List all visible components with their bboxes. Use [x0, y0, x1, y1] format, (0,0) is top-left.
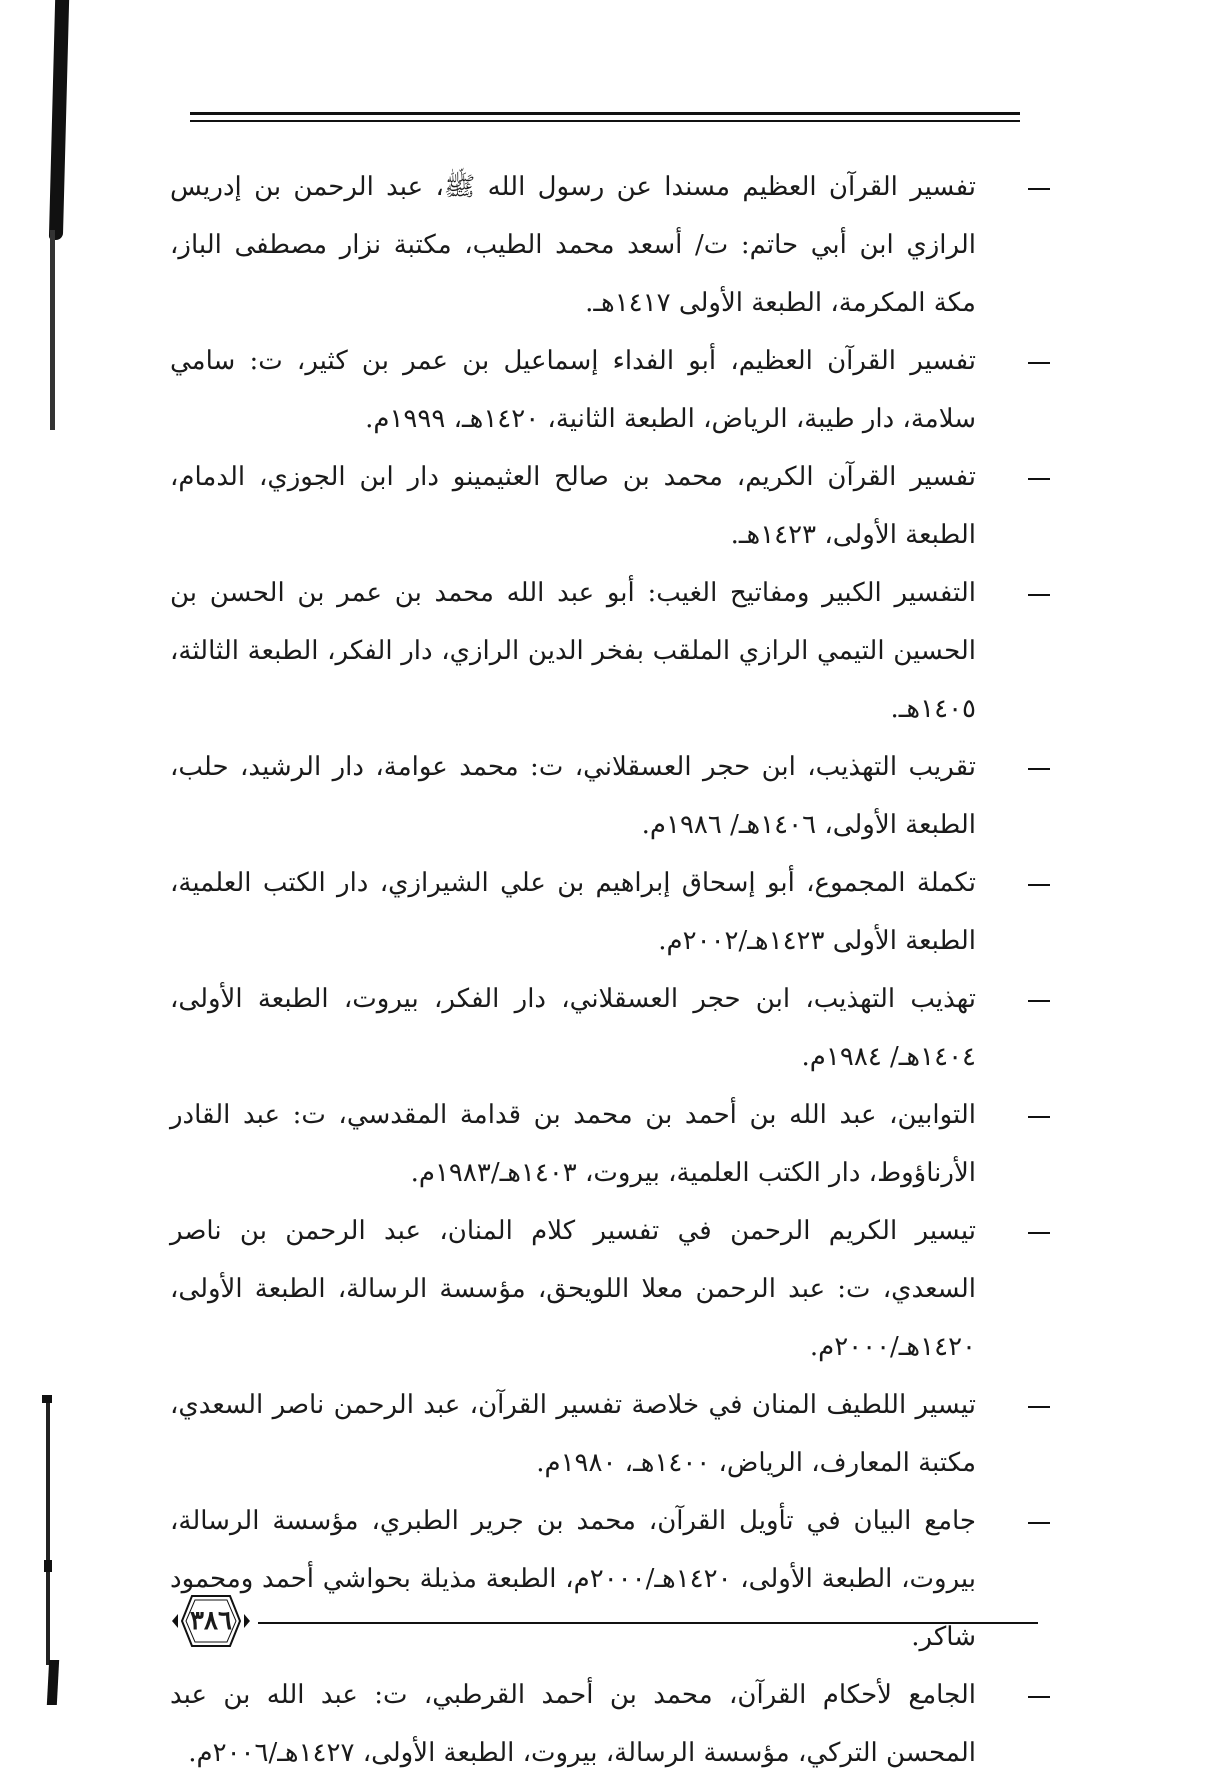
bibliography-entry: التفسير الكبير ومفاتيح الغيب: أبو عبد الله محمد بن عمر بن الحسن بن الحسين التيمي الرازي الملقب بفخر الدين الرازي، دار الفكر، الطبعة الثالثة، ١٤٠٥هـ. — [170, 578, 976, 724]
header-double-rule — [190, 112, 1020, 122]
bibliography-entry: تفسير القرآن العظيم، أبو الفداء إسماعيل بن عمر بن كثير، ت: سامي سلامة، دار طيبة، الرياض، الطبعة الثانية، ١٤٢٠هـ، ١٩٩٩م. — [170, 346, 976, 434]
scan-artifact — [42, 1395, 52, 1403]
bibliography-entry: تفسير القرآن الكريم، محمد بن صالح العثيمينو دار ابن الجوزي، الدمام، الطبعة الأولى، ١٤٢٣هـ. — [170, 462, 976, 550]
scan-artifact — [49, 0, 69, 240]
bibliography-entry: تهذيب التهذيب، ابن حجر العسقلاني، دار الفكر، بيروت، الطبعة الأولى، ١٤٠٤هـ/ ١٩٨٤م. — [170, 984, 976, 1072]
bibliography-entry: تقريب التهذيب، ابن حجر العسقلاني، ت: محمد عوامة، دار الرشيد، حلب، الطبعة الأولى، ١٤٠٦هـ/ ١٩٨٦م. — [170, 752, 976, 840]
page-number-badge — [168, 1588, 254, 1654]
bibliography-entry: جامع البيان في تأويل القرآن، محمد بن جرير الطبري، مؤسسة الرسالة، بيروت، الطبعة الأولى، ١٤٢٠هـ/٢٠٠٠م، الطبعة مذيلة بحواشي أحمد ومحمود شاكر. — [170, 1506, 976, 1652]
page-number: ٣٨٦ — [190, 1606, 232, 1636]
bibliography-entry: التوابين، عبد الله بن أحمد بن محمد بن قدامة المقدسي، ت: عبد القادر الأرناؤوط، دار الكتب العلمية، بيروت، ١٤٠٣هـ/١٩٨٣م. — [170, 1100, 976, 1188]
bibliography-entry: تكملة المجموع، أبو إسحاق إبراهيم بن علي الشيرازي، دار الكتب العلمية، الطبعة الأولى ١٤٢٣هـ/٢٠٠٢م. — [170, 868, 976, 956]
scan-artifact — [47, 1660, 59, 1705]
bibliography-list — [170, 158, 1050, 1782]
scan-artifact — [44, 1560, 52, 1572]
scan-artifact — [50, 230, 55, 430]
footer-rule — [258, 1622, 1038, 1624]
bibliography-entry: تيسير اللطيف المنان في خلاصة تفسير القرآن، عبد الرحمن ناصر السعدي، مكتبة المعارف، الرياض، ١٤٠٠هـ، ١٩٨٠م. — [170, 1390, 976, 1478]
scan-artifact — [46, 1395, 50, 1665]
bibliography-entry: تفسير القرآن العظيم مسندا عن رسول الله ﷺ، عبد الرحمن بن إدريس الرازي ابن أبي حاتم: ت/ أسعد محمد الطيب، مكتبة نزار مصطفى الباز، مكة المكرمة، الطبعة الأولى ١٤١٧هـ. — [170, 172, 976, 318]
bibliography-entry: تيسير الكريم الرحمن في تفسير كلام المنان، عبد الرحمن بن ناصر السعدي، ت: عبد الرحمن معلا اللويحق، مؤسسة الرسالة، الطبعة الأولى، ١٤٢٠هـ/٢٠٠٠م. — [170, 1216, 976, 1362]
bibliography-entry: الجامع لأحكام القرآن، محمد بن أحمد القرطبي، ت: عبد الله بن عبد المحسن التركي، مؤسسة الرسالة، بيروت، الطبعة الأولى، ١٤٢٧هـ/٢٠٠٦م. — [170, 1680, 976, 1768]
